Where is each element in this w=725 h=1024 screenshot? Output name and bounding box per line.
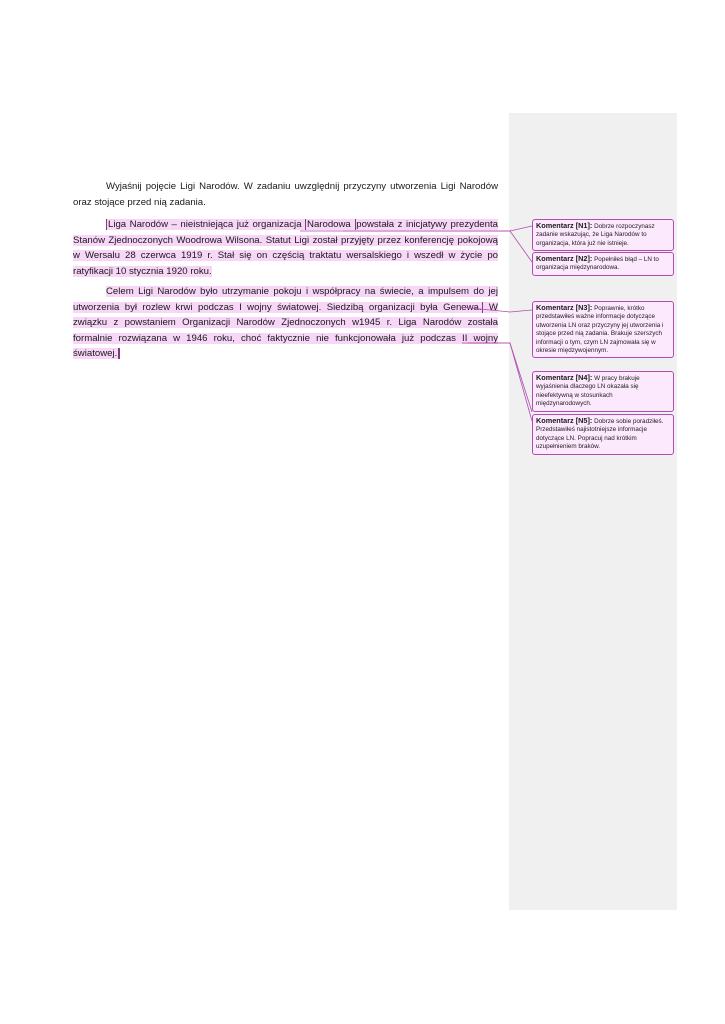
comment-anchor-n3[interactable]: powstała z inicjatywy prezydenta Stanów Zjednoczonych Woodrowa Wilsona. Statut Ligi został przyjęty przez konferencję pokojową w Wersalu 28 czerwca 1919 r. Stał się on częścią traktatu wersalskiego i wszedł w życie po ratyfikacji 10 stycznia 1920 roku.: [73, 219, 498, 277]
answer-paragraph-2: [73, 284, 498, 362]
comment-anchor-n5[interactable]: [119, 348, 121, 359]
question-text: [73, 179, 498, 210]
answer-text: [73, 217, 498, 362]
question-paragraph: Wyjaśnij pojęcie Ligi Narodów. W zadaniu uwzględnij przyczyny utworzenia Ligi Narodów oraz stojące przed nią zadania.: [73, 181, 498, 208]
comment-n1[interactable]: [532, 219, 674, 251]
comment-anchor-n3-cont[interactable]: Celem Ligi Narodów było utrzymanie pokoju i współpracy na świecie, a impulsem do jej utworzenia był rozlew krwi podczas I wojny światowej. Siedzibą organizacji była Genewa.: [73, 286, 498, 313]
comment-label: Komentarz [N4]:: [536, 373, 593, 382]
comment-anchor-n2[interactable]: Narodowa: [307, 219, 355, 230]
comment-n4[interactable]: [532, 371, 674, 412]
comment-label: Komentarz [N3]:: [536, 303, 593, 312]
comment-anchor-n4[interactable]: W związku z powstaniem Organizacji Narodów Zjednoczonych w1945 r. Liga Narodów została formalnie rozwiązana w 1946 roku, choć faktycznie nie funkcjonowała już podczas II wojny światowej.: [73, 301, 498, 359]
comment-label: Komentarz [N1]:: [536, 221, 593, 230]
comment-label: Komentarz [N2]:: [536, 254, 593, 263]
comment-n2[interactable]: [532, 252, 674, 276]
comment-n3[interactable]: [532, 301, 674, 358]
comment-text: Popełniłeś błąd – LN to organizacja międzynarodowa.: [536, 256, 659, 272]
comment-text: W pracy brakuje wyjaśnienia dlaczego LN okazała się nieefektywną w stosunkach międzynarodowych.: [536, 375, 640, 408]
answer-paragraph-1: [73, 217, 498, 279]
comment-label: Komentarz [N5]:: [536, 416, 593, 425]
comment-n5[interactable]: [532, 414, 674, 455]
comment-text: Dobrze sobie poradziłeś. Przedstawiłeś najistotniejsze informacje dotyczące LN. Popracuj nad krótkim uzupełnieniem braków.: [536, 418, 664, 451]
comment-text: Poprawnie, krótko przedstawiłeś ważne informacje dotyczące utworzenia LN oraz przyczyny jej utworzenia i stojące przed nią zadania. Brakuje szerszych informacji o tym, czym LN zajmowała się w okresie międzywojennym.: [536, 305, 664, 355]
comment-anchor-n1[interactable]: Liga Narodów – nieistniejąca już organizacja: [108, 219, 306, 230]
comment-text: Dobrze rozpoczynasz zadanie wskazując, że Liga Narodów to organizacja, która już nie istnieje.: [536, 223, 655, 247]
